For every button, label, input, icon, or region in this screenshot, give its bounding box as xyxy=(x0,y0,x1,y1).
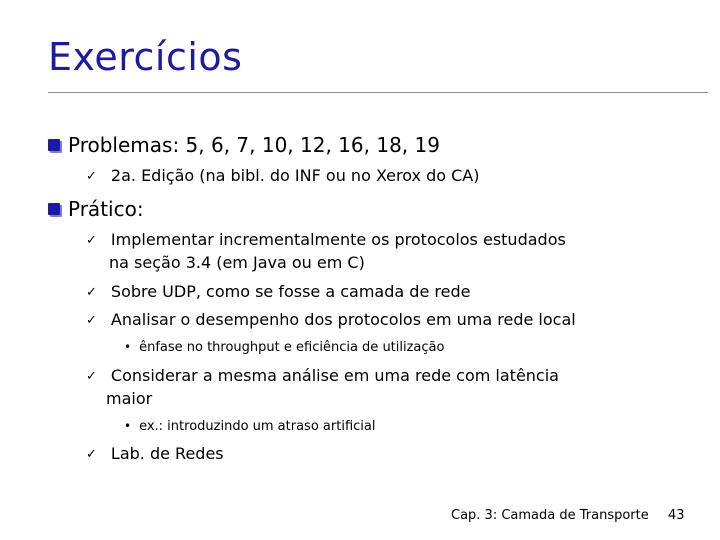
bullet-implementar-text: Implementar incrementalmente os protocolos estudados xyxy=(110,230,566,249)
bullet-edicao-text: 2a. Edição (na bibl. do INF ou no Xerox do CA) xyxy=(110,166,480,185)
checkmark-icon: ✓ xyxy=(86,285,97,300)
bullet-pratico xyxy=(48,197,144,221)
footer-chapter: Cap. 3: Camada de Transporte xyxy=(451,508,649,523)
dot-bullet-icon: • xyxy=(124,419,132,433)
bullet-sobre-udp xyxy=(86,281,470,305)
bullet-problemas xyxy=(48,133,440,157)
checkmark-icon: ✓ xyxy=(86,447,97,462)
bullet-lab-text: Lab. de Redes xyxy=(110,444,224,463)
footer-page-number: 43 xyxy=(668,508,685,523)
square-bullet-icon xyxy=(48,203,60,215)
bullet-considerar-text: Considerar a mesma análise em uma rede com latência xyxy=(110,366,559,385)
checkmark-icon: ✓ xyxy=(86,313,97,328)
bullet-pratico-text: Prático: xyxy=(68,197,144,221)
bullet-sobre-udp-text: Sobre UDP, como se fosse a camada de rede xyxy=(110,282,471,301)
checkmark-icon: ✓ xyxy=(86,233,97,248)
bullet-enfase-text: ênfase no throughput e eficiência de utilização xyxy=(139,340,445,355)
bullet-enfase xyxy=(124,338,444,357)
title-divider xyxy=(48,92,708,93)
bullet-considerar-cont: maior xyxy=(106,389,153,408)
checkmark-icon: ✓ xyxy=(86,169,97,184)
square-bullet-icon xyxy=(48,139,60,151)
dot-bullet-icon: • xyxy=(124,340,132,354)
bullet-ex xyxy=(124,417,375,436)
bullet-ex-text: ex.: introduzindo um atraso artificial xyxy=(139,419,376,434)
bullet-implementar-cont: na seção 3.4 (em Java ou em C) xyxy=(109,253,365,272)
checkmark-icon: ✓ xyxy=(86,369,97,384)
bullet-considerar xyxy=(86,365,559,389)
page-title: Exercícios xyxy=(48,35,243,79)
bullet-lab xyxy=(86,443,224,467)
bullet-analisar xyxy=(86,309,576,333)
bullet-analisar-text: Analisar o desempenho dos protocolos em uma rede local xyxy=(110,310,576,329)
bullet-implementar xyxy=(86,229,566,253)
bullet-edicao xyxy=(86,165,480,189)
bullet-problemas-text: Problemas: 5, 6, 7, 10, 12, 16, 18, 19 xyxy=(68,133,440,157)
